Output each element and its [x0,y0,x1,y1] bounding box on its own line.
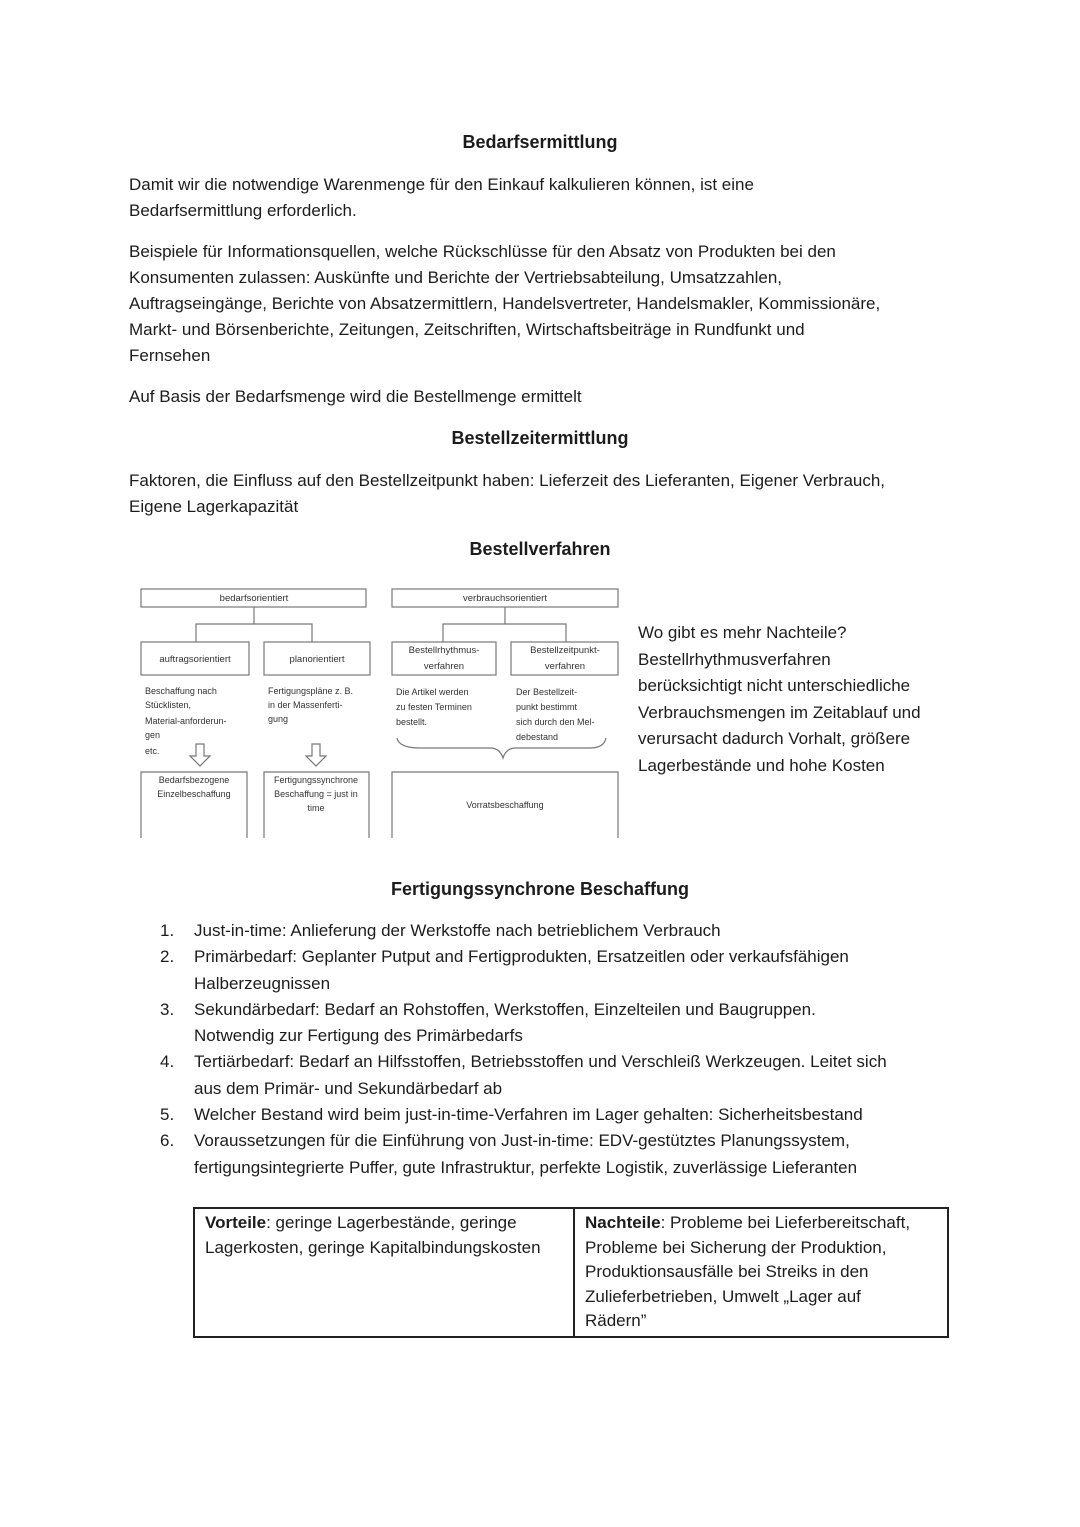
list-item [160,997,960,1050]
desc-punkt: Der Bestellzeit- [516,687,578,697]
nachteile-label: Nachteile [585,1213,661,1232]
list-item [160,944,960,997]
text-line: Notwendig zur Fertigung des Primärbedarfs [194,1026,523,1046]
nachteile-text: : Probleme bei Lieferbereitschaft, [660,1213,911,1232]
vorteile-text: : geringe Lagerbestände, geringe [266,1213,517,1232]
text-line: Faktoren, die Einfluss auf den Bestellzeitpunkt haben: Lieferzeit des Lieferanten, Eigener Verbrauch, [129,471,886,490]
list-number: 2. [160,947,175,967]
text-line: Auftragseingänge, Berichte von Absatzermittlern, Handelsvertreter, Handelsmakler, Kommissionäre, [129,294,881,313]
desc-auftrag: Stücklisten, [145,700,192,710]
heading-fertigungssynchrone-beschaffung: Fertigungssynchrone Beschaffung [390,879,690,899]
list-number: 3. [160,999,175,1019]
text-line: Probleme bei Sicherung der Produktion, [585,1237,887,1257]
list-item [160,1128,960,1181]
text-line: fertigungsintegrierte Puffer, gute Infrastruktur, perfekte Logistik, zuverlässige Lieferanten [194,1157,858,1177]
text-line: Fernsehen [129,346,211,365]
text-line: Wo gibt es mehr Nachteile? [638,623,847,642]
heading-bestellverfahren: Bestellverfahren [469,539,611,559]
label-auftragsorientiert: auftragsorientiert [159,654,231,665]
label-fertigungssynchron: Fertigungssynchrone [273,775,359,785]
text-line: Verbrauchsmengen im Zeitablauf und [638,702,921,722]
text-line: Welcher Bestand wird beim just-in-time-Verfahren im Lager gehalten: Sicherheitsbestand [194,1105,863,1125]
heading-bedarfsermittlung: Bedarfsermittlung [462,132,618,152]
text-line: Tertiärbedarf: Bedarf an Hilfsstoffen, Betriebsstoffen und Verschleiß Werkzeugen. Leitet sich [194,1052,887,1072]
desc-auftrag: gen [145,730,161,740]
heading-bestellzeitermittlung: Bestellzeitermittlung [451,428,629,448]
text-line: Halberzeugnissen [194,973,331,993]
desc-auftrag: Material-anforderun- [145,716,227,726]
label-fertigungssynchron: time [307,803,325,813]
desc-punkt: debestand [516,732,559,742]
text-line: aus dem Primär- und Sekundärbedarf ab [194,1078,503,1098]
desc-plan: gung [268,714,289,724]
desc-auftrag: etc. [145,746,160,756]
arrow-down-icon [190,744,210,766]
label-bedarfsorientiert: bedarfsorientiert [219,593,289,604]
text-line [205,1211,563,1236]
label-einzelbeschaffung: Bedarfsbezogene [158,775,230,785]
label-bestellzeitpunkt: Bestellzeitpunkt- [530,645,600,656]
label-planorientiert: planorientiert [289,654,345,665]
list-item [160,1049,960,1102]
label-vorratsbeschaffung: Vorratsbeschaffung [466,800,544,810]
text-line: Bedarfsermittlung erforderlich. [129,201,357,220]
vorteile-nachteile-table [193,1207,949,1338]
text-line: Damit wir die notwendige Warenmenge für den Einkauf kalkulieren können, ist eine [129,175,754,194]
text-line: berücksichtigt nicht unterschiedliche [638,676,911,695]
desc-plan: in der Massenferti- [268,700,343,710]
list-number: 1. [160,921,175,940]
paragraph-nachteile-frage [638,620,958,779]
vorteile-cell [194,1208,574,1337]
label-bestellzeitpunkt: verfahren [544,661,586,672]
nachteile-cell [574,1208,948,1337]
text-line: Markt- und Börsenberichte, Zeitungen, Zeitschriften, Wirtschaftsbeiträge in Rundfunkt und [129,320,805,339]
text-line: Rädern” [585,1311,647,1330]
label-bestellrhythmus: Bestellrhythmus- [408,645,480,656]
text-line: verursacht dadurch Vorhalt, größere [638,729,911,748]
brace-shape [397,738,606,758]
vorteile-label: Vorteile [205,1213,267,1232]
desc-punkt: sich durch den Mel- [516,717,595,727]
label-verbrauchsorientiert: verbrauchsorientiert [463,593,547,604]
label-bestellrhythmus: verfahren [423,661,465,672]
label-fertigungssynchron: Beschaffung = just in [274,789,358,799]
label-einzelbeschaffung: Einzelbeschaffung [157,789,231,799]
list-number: 5. [160,1105,175,1125]
numbered-list [160,918,960,1181]
text-line: Konsumenten zulassen: Auskünfte und Berichte der Vertriebsabteilung, Umsatzzahlen, [129,268,782,287]
list-number: 6. [160,1131,175,1151]
text-line: Zulieferbetrieben, Umwelt „Lager auf [585,1286,861,1306]
text-line: Sekundärbedarf: Bedarf an Rohstoffen, Werkstoffen, Einzelteilen und Baugruppen. [194,999,816,1019]
desc-rhythmus: zu festen Terminen [396,702,472,712]
arrow-down-icon [306,744,326,766]
text-line [585,1211,937,1236]
list-item [160,918,960,944]
text-line: Voraussetzungen für die Einführung von Just-in-time: EDV-gestütztes Planungssystem, [194,1131,850,1151]
paragraph-bestellmenge: Auf Basis der Bedarfsmenge wird die Bestellmenge ermittelt [129,387,582,406]
desc-auftrag: Beschaffung nach [145,686,217,696]
list-number: 4. [160,1052,175,1072]
text-line: Beispiele für Informationsquellen, welche Rückschlüsse für den Absatz von Produkten bei den [129,242,836,261]
text-line: Produktionsausfälle bei Streiks in den [585,1262,869,1281]
text-line: Lagerbestände und hohe Kosten [638,755,885,775]
text-line: Bestellrhythmusverfahren [638,649,831,669]
text-line: Just-in-time: Anlieferung der Werkstoffe nach betrieblichem Verbrauch [194,921,721,940]
desc-rhythmus: Die Artikel werden [396,687,469,697]
text-line: Eigene Lagerkapazität [129,497,299,516]
desc-plan: Fertigungspläne z. B. [268,686,354,696]
text-line: Lagerkosten, geringe Kapitalbindungskosten [205,1237,541,1257]
text-line: Primärbedarf: Geplanter Putput and Fertigprodukten, Ersatzeitlen oder verkaufsfähigen [194,947,849,967]
desc-rhythmus: bestellt. [396,717,428,727]
desc-punkt: punkt bestimmt [516,702,578,712]
list-item [160,1102,960,1128]
